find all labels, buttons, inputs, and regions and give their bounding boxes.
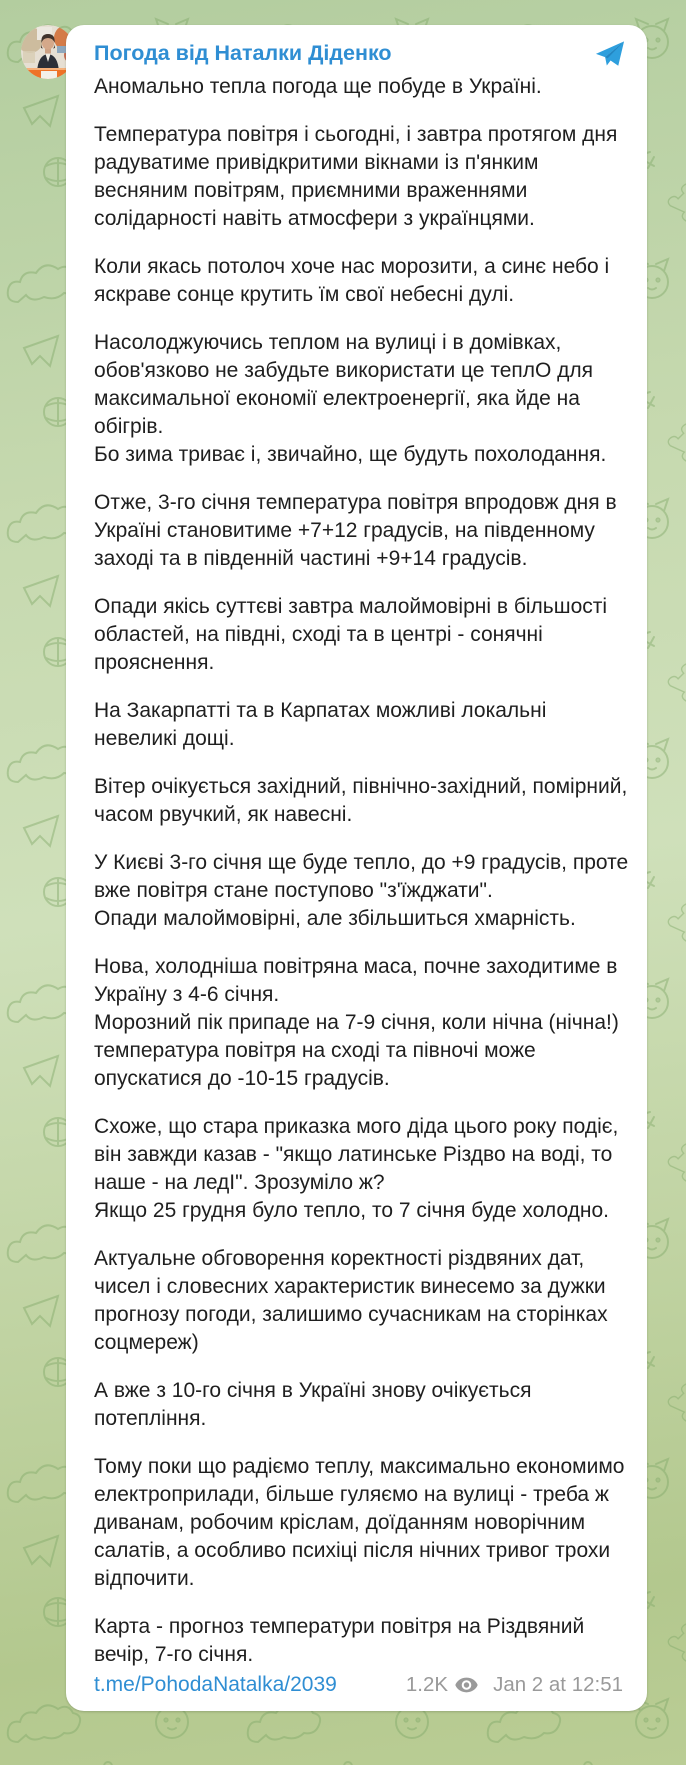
message-bubble xyxy=(66,25,647,1711)
message-paragraph xyxy=(94,329,623,469)
message-line: Морозний пік припаде на 7-9 січня, коли нічна (нічна!) xyxy=(94,1011,619,1034)
message-line: Тому поки що радіємо теплу, максимально економимо xyxy=(94,1455,625,1478)
message-line: електроприлади, більше гуляємо на вулиці - треба ж xyxy=(94,1483,609,1506)
message-paragraph xyxy=(94,1113,623,1225)
message-line: солідарності навіть атмосфери з українцями. xyxy=(94,207,535,230)
message-line: чисел і словесних характеристик винесемо за дужки xyxy=(94,1275,606,1298)
views-count: 1.2K xyxy=(405,1673,449,1696)
message-meta xyxy=(406,1673,623,1697)
message-line: обігрів. xyxy=(94,415,164,438)
message-paragraph xyxy=(94,1613,623,1669)
message-line: Аномально тепла погода ще побуде в Україні. xyxy=(94,75,542,98)
message-line: соцмереж) xyxy=(94,1331,199,1354)
message-line: вечір, 7-го січня. xyxy=(94,1643,254,1666)
message-paragraph xyxy=(94,697,623,753)
message-line: Нова, холодніша повітряна маса, почне заходитиме в xyxy=(94,955,618,978)
message-paragraph xyxy=(94,773,628,829)
message-line: Карта - прогноз температури повітря на Різдвяний xyxy=(94,1615,585,1638)
message-line: весняним повітрям, приємними враженнями xyxy=(94,179,528,202)
message-line: Отже, 3-го січня температура повітря впродовж дня в xyxy=(94,491,617,514)
message-line: Опади якісь суттєві завтра малоймовірні в більшості xyxy=(94,595,608,618)
message-date: Jan 2 at 12:51 xyxy=(493,1673,623,1696)
message-line: Температура повітря і сьогодні, і завтра протягом дня xyxy=(94,123,618,146)
message-line: прогнозу погоди, залишимо сучасникам на сторінках xyxy=(94,1303,608,1326)
message-line: Бо зима триває і, звичайно, ще будуть похолодання. xyxy=(94,443,607,466)
message-line: він завжди казав - "якщо латинське Різдво на воді, то xyxy=(94,1143,613,1166)
message-line: відпочити. xyxy=(94,1567,195,1590)
message-paragraph xyxy=(94,849,629,933)
message-line: наше - на ледІ". Зрозуміло ж? xyxy=(94,1171,385,1194)
message-line: температура повітря на сході та півночі може xyxy=(94,1039,536,1062)
message-paragraph xyxy=(94,489,623,573)
message-line: Коли якась потолоч хоче нас морозити, а синє небо і xyxy=(94,255,610,278)
message-line: максимальної економії електроенергії, яка йде на xyxy=(94,387,580,410)
message-line: радуватиме привідкритими вікнами із п'янким xyxy=(94,151,539,174)
message-line: Схоже, що стара приказка мого діда цього року подіє, xyxy=(94,1115,619,1138)
message-line: Актуальне обговорення коректності різдвяних дат, xyxy=(94,1247,585,1270)
message-paragraph xyxy=(94,593,623,677)
message-paragraph xyxy=(94,73,623,101)
message-paragraph xyxy=(94,253,623,309)
telegram-plane-icon[interactable] xyxy=(595,40,625,67)
message-paragraph xyxy=(94,953,623,1093)
message-line: яскраве сонце крутить їм свої небесні дулі. xyxy=(94,283,515,306)
message-paragraph xyxy=(94,121,623,233)
message-line: салатів, а особливо психіці після нічних тривог трохи xyxy=(94,1539,611,1562)
message-line: Опади малоймовірні, але збільшиться хмарність. xyxy=(94,907,576,930)
message-line: А вже з 10-го січня в Україні знову очікується xyxy=(94,1379,532,1402)
message-line: На Закарпатті та в Карпатах можливі локальні xyxy=(94,699,547,722)
message-line: Україні становитиме +7+12 градусів, на південному xyxy=(94,519,595,542)
message-line: Україну з 4-6 січня. xyxy=(94,983,280,1006)
message-line: часом рвучкий, як навесні. xyxy=(94,803,353,826)
message-header xyxy=(94,39,623,67)
message-paragraph xyxy=(94,1377,623,1433)
message-line: потепління. xyxy=(94,1407,207,1430)
message-line: прояснення. xyxy=(94,651,215,674)
message-line: У Києві 3-го січня ще буде тепло, до +9 градусів, проте xyxy=(94,851,629,874)
message-text xyxy=(94,73,629,1669)
message-paragraph xyxy=(94,1453,623,1593)
message-line: диванам, робочим кріслам, доїданням новорічним xyxy=(94,1511,586,1534)
message-paragraph xyxy=(94,1245,623,1357)
message-line: обов'язково не забудьте використати це теплО для xyxy=(94,359,594,382)
views-eye-icon xyxy=(455,1677,478,1693)
message-line: Якщо 25 грудня було тепло, то 7 січня буде холодно. xyxy=(94,1199,609,1222)
message-line: вже повітря стане поступово "з'їжджати". xyxy=(94,879,493,902)
message-line: заході та в південній частині +9+14 градусів. xyxy=(94,547,528,570)
message-line: опускатися до -10-15 градусів. xyxy=(94,1067,390,1090)
message-footer xyxy=(94,1671,623,1699)
message-link[interactable]: t.me/PohodaNatalka/2039 xyxy=(94,1673,337,1696)
message-line: областей, на півдні, сході та в центрі - сонячні xyxy=(94,623,543,646)
message-line: Насолоджуючись теплом на вулиці і в домівках, xyxy=(94,331,562,354)
channel-name[interactable]: Погода від Наталки Діденко xyxy=(94,41,392,65)
message-line: Вітер очікується західний, північно-західний, помірний, xyxy=(94,775,628,798)
message-line: невеликі дощі. xyxy=(94,727,235,750)
